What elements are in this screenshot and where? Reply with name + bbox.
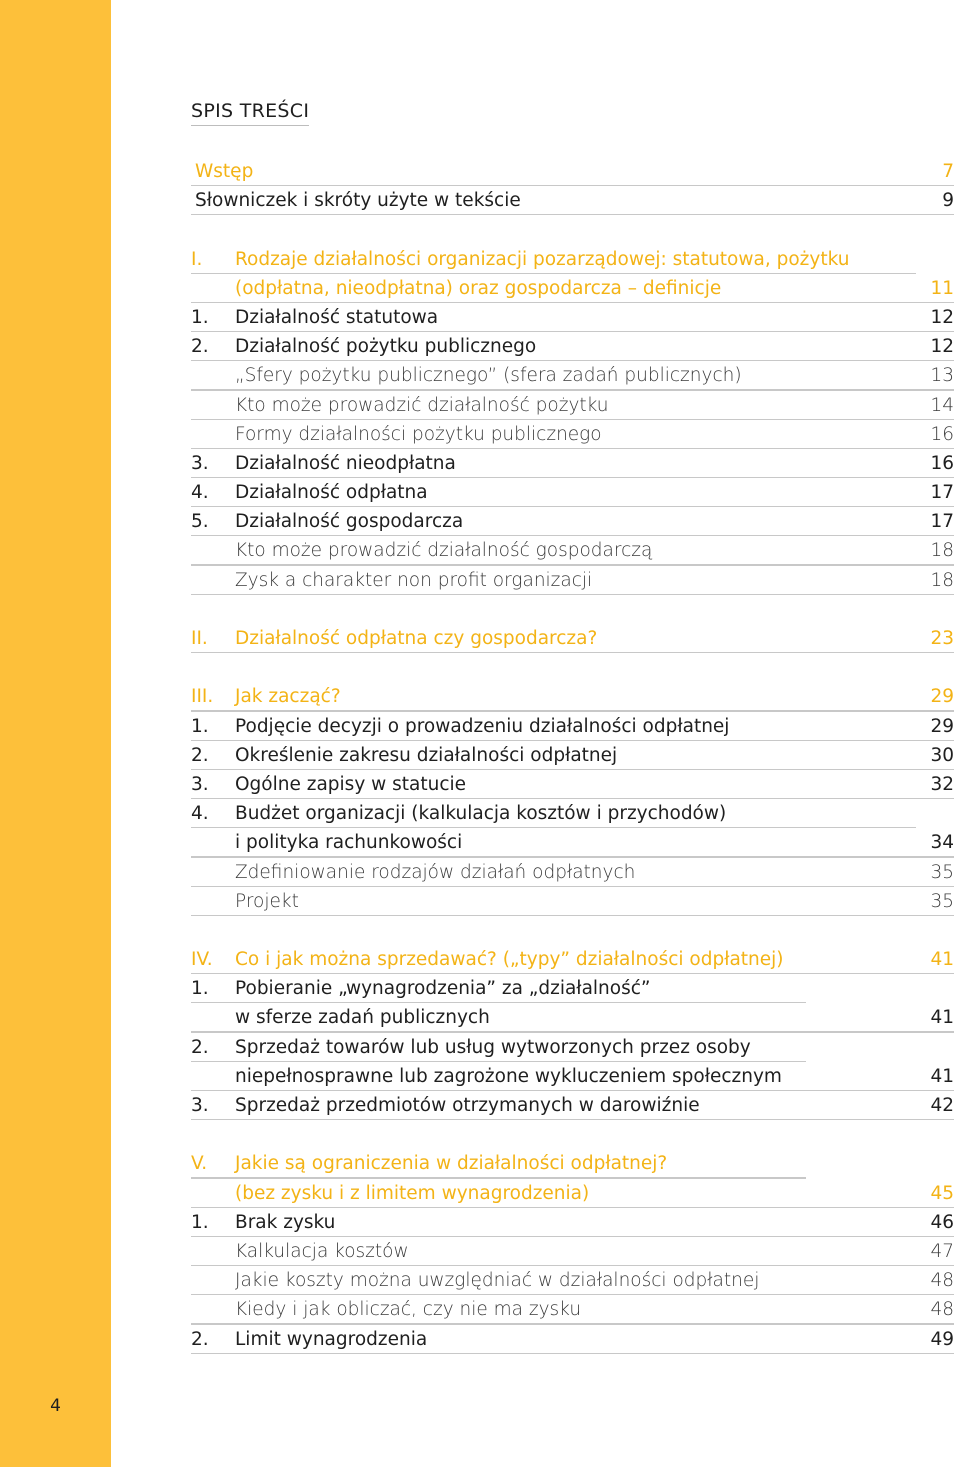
- toc-entry[interactable]: „Sfery pożytku publicznego” (sfera zadań publicznych) 13: [191, 361, 954, 390]
- sidebar-accent-bar: [0, 0, 111, 1467]
- toc-entry[interactable]: 3. Działalność nieodpłatna 16: [191, 449, 954, 478]
- toc-entry[interactable]: 1. Działalność statutowa 12: [191, 303, 954, 332]
- toc-entry[interactable]: Kiedy i jak obliczać, czy nie ma zysku 48: [191, 1295, 954, 1324]
- toc-entry[interactable]: Zdefiniowanie rodzajów działań odpłatnych 35: [191, 858, 954, 887]
- table-of-contents: [191, 157, 954, 1354]
- toc-entry[interactable]: Kalkulacja kosztów 47: [191, 1237, 954, 1266]
- page-number: 4: [50, 1396, 61, 1416]
- toc-entry[interactable]: I. Rodzaje działalności organizacji pozarządowej: statutowa, pożytku: [191, 245, 954, 274]
- toc-entry[interactable]: 1. Podjęcie decyzji o prowadzeniu działalności odpłatnej 29: [191, 712, 954, 741]
- toc-entry[interactable]: 3. Sprzedaż przedmiotów otrzymanych w darowiźnie 42: [191, 1091, 954, 1120]
- toc-entry[interactable]: 1. Pobieranie „wynagrodzenia” za „działalność”: [191, 974, 954, 1003]
- toc-entry[interactable]: (bez zysku i z limitem wynagrodzenia) 45: [191, 1179, 954, 1208]
- toc-entry[interactable]: 2. Określenie zakresu działalności odpłatnej 30: [191, 741, 954, 770]
- toc-entry[interactable]: i polityka rachunkowości 34: [191, 828, 954, 857]
- toc-entry[interactable]: II. Działalność odpłatna czy gospodarcza? 23: [191, 624, 954, 653]
- toc-entry[interactable]: Jakie koszty można uwzględniać w działalności odpłatnej 48: [191, 1266, 954, 1295]
- toc-entry[interactable]: 2. Działalność pożytku publicznego 12: [191, 332, 954, 361]
- toc-entry[interactable]: IV. Co i jak można sprzedawać? („typy” działalności odpłatnej) 41: [191, 945, 954, 974]
- page-title: SPIS TREŚCI: [191, 100, 309, 126]
- toc-entry[interactable]: Wstęp 7: [191, 157, 954, 186]
- toc-entry[interactable]: Kto może prowadzić działalność gospodarczą 18: [191, 536, 954, 565]
- toc-entry[interactable]: niepełnosprawne lub zagrożone wykluczeniem społecznym 41: [191, 1062, 954, 1091]
- toc-entry[interactable]: Kto może prowadzić działalność pożytku 14: [191, 391, 954, 420]
- toc-entry[interactable]: Słowniczek i skróty użyte w tekście 9: [191, 186, 954, 215]
- toc-entry[interactable]: III. Jak zacząć? 29: [191, 682, 954, 711]
- toc-entry[interactable]: w sferze zadań publicznych 41: [191, 1003, 954, 1032]
- toc-entry[interactable]: Projekt 35: [191, 887, 954, 916]
- toc-entry[interactable]: 2. Sprzedaż towarów lub usług wytworzonych przez osoby: [191, 1033, 954, 1062]
- toc-entry[interactable]: 2. Limit wynagrodzenia 49: [191, 1325, 954, 1354]
- toc-entry[interactable]: (odpłatna, nieodpłatna) oraz gospodarcza – definicje 11: [191, 274, 954, 303]
- toc-entry[interactable]: 3. Ogólne zapisy w statucie 32: [191, 770, 954, 799]
- toc-entry[interactable]: 5. Działalność gospodarcza 17: [191, 507, 954, 536]
- toc-entry[interactable]: 4. Budżet organizacji (kalkulacja kosztów i przychodów): [191, 799, 954, 828]
- toc-entry[interactable]: V. Jakie są ograniczenia w działalności odpłatnej?: [191, 1149, 954, 1178]
- toc-entry[interactable]: Formy działalności pożytku publicznego 16: [191, 420, 954, 449]
- toc-entry[interactable]: Zysk a charakter non profit organizacji 18: [191, 566, 954, 595]
- toc-entry[interactable]: 4. Działalność odpłatna 17: [191, 478, 954, 507]
- toc-entry[interactable]: 1. Brak zysku 46: [191, 1208, 954, 1237]
